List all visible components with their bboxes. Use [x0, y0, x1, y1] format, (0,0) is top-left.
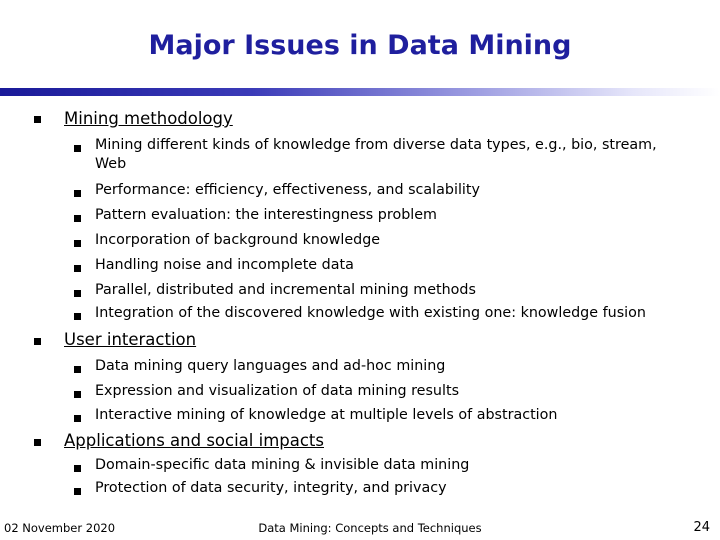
bullet-icon	[34, 439, 41, 446]
bullet-icon	[74, 190, 81, 197]
list-item: Integration of the discovered knowledge with existing one: knowledge fusion	[95, 305, 646, 321]
bullet-icon	[74, 313, 81, 320]
list-item: Incorporation of background knowledge	[95, 232, 381, 248]
title-rule	[0, 88, 720, 96]
bullet-icon	[74, 391, 81, 398]
bullet-icon	[34, 116, 41, 123]
list-item: Data mining query languages and ad-hoc mining	[95, 358, 446, 374]
list-item: Expression and visualization of data mining results	[95, 383, 460, 399]
footer-title: Data Mining: Concepts and Techniques	[258, 521, 482, 535]
list-item: Domain-specific data mining & invisible data mining	[95, 457, 470, 473]
list-item: Parallel, distributed and incremental mining methods	[95, 282, 476, 298]
list-item: Handling noise and incomplete data	[95, 257, 354, 273]
list-item: Interactive mining of knowledge at multiple levels of abstraction	[95, 407, 558, 423]
bullet-icon	[74, 240, 81, 247]
list-item: Mining different kinds of knowledge from diverse data types, e.g., bio, stream,	[95, 137, 657, 153]
bullet-icon	[74, 290, 81, 297]
footer-date: 02 November 2020	[4, 521, 116, 535]
page-number: 24	[693, 520, 710, 535]
bullet-icon	[74, 366, 81, 373]
bullet-icon	[74, 145, 81, 152]
slide-title: Major Issues in Data Mining	[148, 30, 572, 61]
bullet-icon	[74, 215, 81, 222]
section-heading-applications: Applications and social impacts	[64, 431, 324, 450]
list-item: Pattern evaluation: the interestingness problem	[95, 207, 437, 223]
bullet-icon	[74, 415, 81, 422]
section-heading-methodology: Mining methodology	[64, 109, 233, 128]
bullet-icon	[34, 338, 41, 345]
list-item: Performance: efficiency, effectiveness, and scalability	[95, 182, 480, 198]
bullet-icon	[74, 465, 81, 472]
list-item: Protection of data security, integrity, and privacy	[95, 480, 447, 496]
bullet-icon	[74, 265, 81, 272]
section-heading-user-interaction: User interaction	[64, 330, 197, 349]
list-item-continuation: Web	[95, 156, 127, 172]
bullet-icon	[74, 488, 81, 495]
